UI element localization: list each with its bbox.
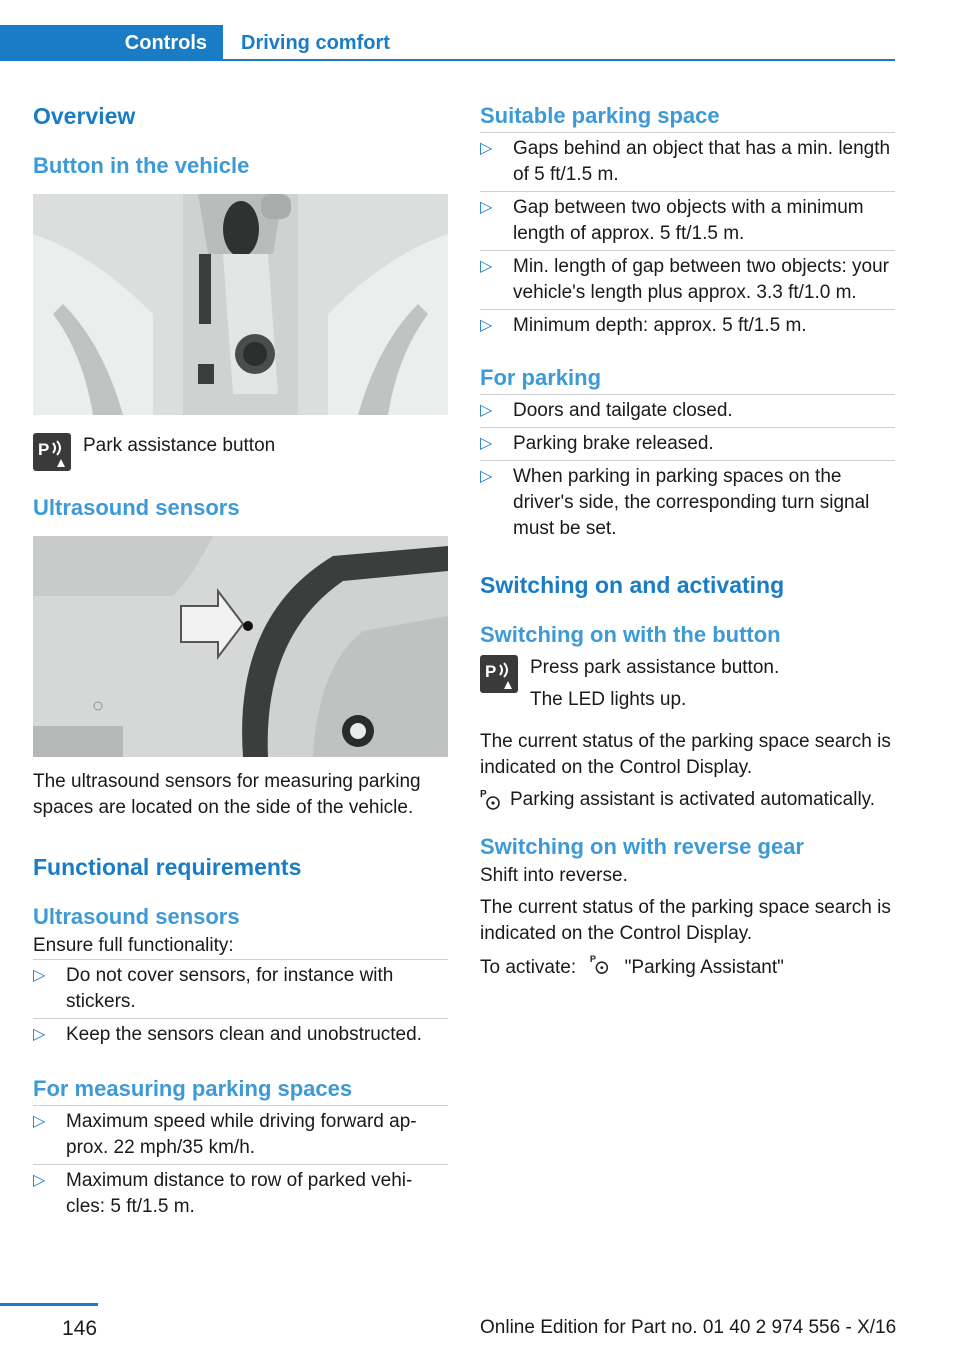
led-text: The LED lights up. [530,689,687,710]
ensure-functionality-text: Ensure full functionality: [33,935,234,956]
bullet-triangle-icon: ▷ [480,468,493,485]
tab-driving-comfort[interactable]: Driving comfort [241,32,390,54]
list-item: ▷ Minimum depth: approx. 5 ft/1.5 m. [480,309,895,342]
bullet-triangle-icon: ▷ [480,435,493,452]
sensor-photo [33,536,448,757]
switching-on-button-heading: Switching on with the button [480,622,781,647]
overview-heading: Overview [33,103,136,129]
bullet-triangle-icon: ▷ [480,140,493,157]
list-item: ▷ Doors and tailgate closed. [480,394,895,427]
bullet-triangle-icon: ▷ [33,1026,46,1043]
status-text-2: The current status of the parking space search is indicated on the Control Display. [480,897,891,944]
list-item: ▷ Do not cover sensors, for instance with stickers. [33,959,448,1018]
functional-requirements-heading: Functional requirements [33,854,302,880]
tab-controls[interactable] [0,25,223,61]
parking-requirements-list [480,394,895,545]
parking-assistant-icon [589,953,611,973]
button-in-vehicle-heading: Button in the vehicle [33,153,250,178]
park-assist-button-icon [480,655,518,693]
for-parking-heading: For parking [480,365,602,390]
svg-text:P: P [38,440,50,459]
svg-text:P: P [485,662,497,681]
bullet-triangle-icon: ▷ [480,317,493,334]
tab-controls-label: Controls [124,31,207,54]
ultrasound-requirements-list [33,959,448,1051]
svg-text:P: P [480,789,487,800]
activate-instruction: To activate: P "Parking Assistant" [480,954,784,978]
footer-rule [0,1303,98,1306]
list-item: ▷ Parking brake released. [480,427,895,460]
functional-ultrasound-heading: Ultrasound sensors [33,904,240,929]
header-rule [223,59,895,61]
press-button-text: Press park assistance button. [530,657,780,678]
suitable-parking-space-heading: Suitable parking space [480,103,720,128]
park-assist-caption: Park assistance button [83,435,276,456]
svg-text:P: P [590,954,597,965]
page-number: 146 [62,1317,98,1340]
list-item: ▷ Keep the sensors clean and unobstructed. [33,1018,448,1051]
list-item: ▷ Min. length of gap between two objects: your vehicle's length plus approx. 3.3 ft/1.0 m. [480,250,895,309]
auto-activate-text: Parking assistant is activated automatically. [510,789,876,810]
bullet-triangle-icon: ▷ [33,1113,46,1130]
parking-assistant-icon [480,787,502,811]
list-item: ▷ Gaps behind an object that has a min. length of 5 ft/1.5 m. [480,132,895,191]
right-column [480,100,895,981]
bullet-triangle-icon: ▷ [33,967,46,984]
list-item: ▷ When parking in parking spaces on the driver's side, the corresponding turn signal must be set. [480,460,895,545]
park-assist-button-icon [33,433,71,471]
suitable-space-list [480,132,895,342]
auto-activate-row [480,787,895,813]
switching-on-heading: Switching on and activating [480,572,785,598]
page-header [0,25,895,61]
list-item: ▷ Gap between two objects with a minimum length of approx. 5 ft/1.5 m. [480,191,895,250]
status-text: The current status of the parking space search is indicated on the Control Display. [480,731,891,778]
ultrasound-sensors-heading: Ultrasound sensors [33,495,240,520]
reverse-gear-heading: Switching on with reverse gear [480,834,804,859]
bullet-triangle-icon: ▷ [33,1172,46,1189]
bullet-triangle-icon: ▷ [480,258,493,275]
sensors-description: The ultrasound sensors for measuring parking spaces are located on the side of the vehicle. [33,771,421,818]
list-item: ▷ Maximum speed while driving forward ap‐prox. 22 mph/35 km/h. [33,1105,448,1164]
left-column [33,100,448,1223]
bullet-triangle-icon: ▷ [480,402,493,419]
measuring-parking-heading: For measuring parking spaces [33,1076,353,1101]
measuring-requirements-list [33,1105,448,1223]
list-item: ▷ Maximum distance to row of parked vehi‐cles: 5 ft/1.5 m. [33,1164,448,1223]
edition-text: Online Edition for Part no. 01 40 2 974 556 - X/16 [480,1317,897,1338]
console-photo [33,194,448,415]
shift-reverse-text: Shift into reverse. [480,865,628,886]
park-assist-caption-row [33,433,448,471]
bullet-triangle-icon: ▷ [480,199,493,216]
press-button-row [480,655,895,713]
